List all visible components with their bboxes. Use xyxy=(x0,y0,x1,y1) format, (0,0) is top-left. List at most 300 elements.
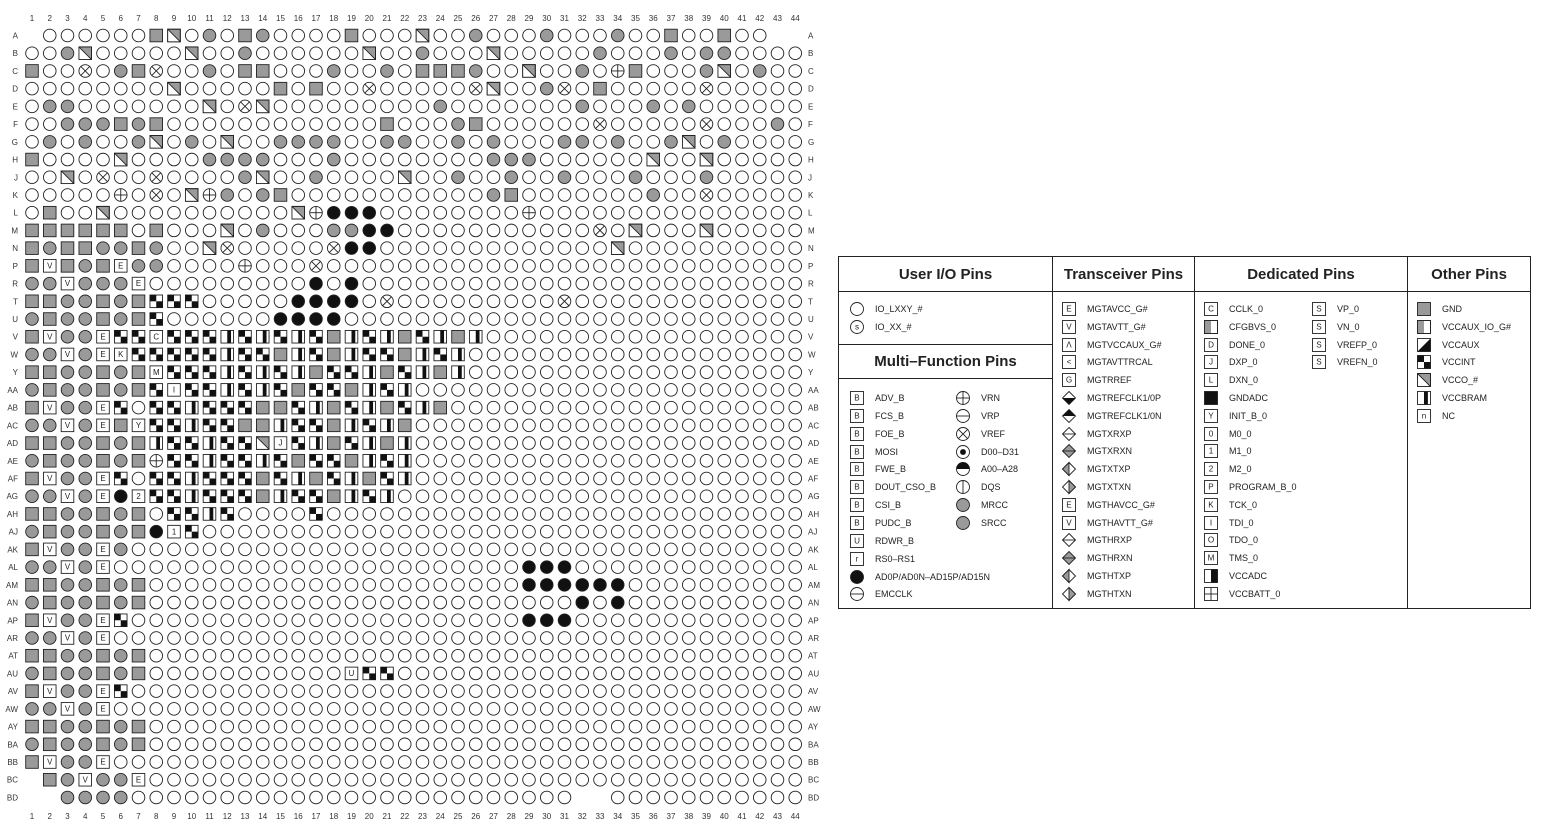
pin-G25 xyxy=(452,136,465,149)
pin-AU6 xyxy=(114,667,127,680)
pin-AC20 xyxy=(363,419,376,432)
pin-AT22 xyxy=(398,649,411,662)
pin-D14 xyxy=(256,82,269,95)
pin-D30 xyxy=(540,82,553,95)
pin-AL34 xyxy=(611,561,624,574)
svg-text:2: 2 xyxy=(136,491,141,501)
pin-D29 xyxy=(523,82,536,95)
pin-AP41 xyxy=(736,614,749,627)
pin-P22 xyxy=(398,260,411,273)
pin-K29 xyxy=(523,189,536,202)
pin-AT38 xyxy=(682,649,695,662)
pin-AR24 xyxy=(434,632,447,645)
legend-item xyxy=(1061,568,1131,584)
legend-item-label: RDWR_B xyxy=(875,535,915,546)
legend-item xyxy=(1203,515,1254,531)
pin-J38 xyxy=(682,171,695,184)
pin-AL44 xyxy=(789,561,802,574)
pin-AT10 xyxy=(185,649,198,662)
row-label-right: E xyxy=(808,102,814,112)
pin-AP6 xyxy=(114,614,127,627)
pin-AE8 xyxy=(150,454,163,467)
pin-BD25 xyxy=(452,791,465,804)
pin-F43 xyxy=(771,118,784,131)
pin-J12 xyxy=(221,171,234,184)
pin-R19 xyxy=(345,277,358,290)
column-label-bottom: 7 xyxy=(136,812,141,821)
pin-AB13 xyxy=(239,401,252,414)
pin-AA23 xyxy=(416,384,429,397)
pin-H23 xyxy=(416,153,429,166)
pin-AU31 xyxy=(558,667,571,680)
pin-K21 xyxy=(381,189,394,202)
row-label-left: AU xyxy=(6,669,18,679)
pin-AR39 xyxy=(700,632,713,645)
legend-item-label: CCLK_0 xyxy=(1229,304,1264,314)
pin-AL26 xyxy=(469,561,482,574)
legend-item xyxy=(1061,372,1132,388)
pin-AM44 xyxy=(789,579,802,592)
pin-B20 xyxy=(363,47,376,60)
pin-B33 xyxy=(594,47,607,60)
diamond-hline-icon xyxy=(1061,532,1077,548)
pin-V1 xyxy=(26,330,39,343)
pin-H28 xyxy=(505,153,518,166)
pin-M23 xyxy=(416,224,429,237)
pin-AN28 xyxy=(505,596,518,609)
pin-AY10 xyxy=(185,720,198,733)
pin-AB12 xyxy=(221,401,234,414)
pin-AH30 xyxy=(540,508,553,521)
circle-x-icon xyxy=(955,426,971,442)
svg-text:V: V xyxy=(47,474,53,484)
pin-T4 xyxy=(79,295,92,308)
pin-R1 xyxy=(26,277,39,290)
column-label-top: 25 xyxy=(453,14,463,23)
row-label-right: BA xyxy=(808,740,819,750)
pin-AN27 xyxy=(487,596,500,609)
pin-AD13 xyxy=(239,437,252,450)
pin-F16 xyxy=(292,118,305,131)
pin-AB28 xyxy=(505,401,518,414)
diamond-right-icon xyxy=(1061,586,1077,602)
pin-W27 xyxy=(487,348,500,361)
column-label-bottom: 28 xyxy=(506,812,516,821)
legend-item xyxy=(1416,408,1455,424)
pin-M44 xyxy=(789,224,802,237)
pin-AR23 xyxy=(416,632,429,645)
pin-AJ2 xyxy=(43,525,56,538)
legend-item-label: VREFN_0 xyxy=(1337,357,1378,368)
pin-AJ33 xyxy=(594,525,607,538)
pin-AT39 xyxy=(700,649,713,662)
pin-BB13 xyxy=(239,756,252,769)
pin-AE11 xyxy=(203,454,216,467)
pin-C32 xyxy=(576,65,589,78)
pin-F3 xyxy=(61,118,74,131)
pin-G16 xyxy=(292,136,305,149)
svg-text:V: V xyxy=(64,633,71,643)
pin-AA25 xyxy=(452,384,465,397)
pin-BC39 xyxy=(700,773,713,786)
pin-U12 xyxy=(221,313,234,326)
pin-C30 xyxy=(540,65,553,78)
legend-item xyxy=(1416,372,1478,388)
pin-K33 xyxy=(594,189,607,202)
pin-R21 xyxy=(381,277,394,290)
pin-T41 xyxy=(736,295,749,308)
pin-AF3 xyxy=(61,472,74,485)
pin-AN4 xyxy=(79,596,92,609)
pin-AW27 xyxy=(487,703,500,716)
pin-K6 xyxy=(114,189,127,202)
pin-Y2 xyxy=(43,366,56,379)
pin-P29 xyxy=(523,260,536,273)
column-label-bottom: 24 xyxy=(435,812,445,821)
legend-item xyxy=(955,408,1000,424)
svg-text:Y: Y xyxy=(135,420,142,430)
pin-N21 xyxy=(381,242,394,255)
pin-M32 xyxy=(576,224,589,237)
pin-H43 xyxy=(771,153,784,166)
pin-BD44 xyxy=(789,791,802,804)
legend-item-label: VCCBRAM xyxy=(1442,393,1488,403)
box-J-icon xyxy=(1203,354,1219,370)
pin-AG26 xyxy=(469,490,482,503)
pin-D19 xyxy=(345,82,358,95)
pin-BB24 xyxy=(434,756,447,769)
pin-U4 xyxy=(79,313,92,326)
pin-K20 xyxy=(363,189,376,202)
pin-R40 xyxy=(718,277,731,290)
pin-AY37 xyxy=(665,720,678,733)
pin-AT27 xyxy=(487,649,500,662)
pin-AT17 xyxy=(310,649,323,662)
pin-P30 xyxy=(540,260,553,273)
pin-AJ14 xyxy=(256,525,269,538)
row-label-left: AD xyxy=(6,439,18,449)
pin-M28 xyxy=(505,224,518,237)
pin-AJ31 xyxy=(558,525,571,538)
pin-AW18 xyxy=(327,703,340,716)
pin-AM38 xyxy=(682,579,695,592)
pin-A28 xyxy=(505,29,518,42)
pin-AK24 xyxy=(434,543,447,556)
pin-AH32 xyxy=(576,508,589,521)
pin-AW29 xyxy=(523,703,536,716)
pin-L4 xyxy=(79,206,92,219)
pin-AV9 xyxy=(168,685,181,698)
pin-AD18 xyxy=(327,437,340,450)
pin-BB32 xyxy=(576,756,589,769)
pin-AF40 xyxy=(718,472,731,485)
pin-BD10 xyxy=(185,791,198,804)
row-label-right: BC xyxy=(808,775,820,785)
pin-AF31 xyxy=(558,472,571,485)
pin-AH29 xyxy=(523,508,536,521)
row-label-left: E xyxy=(12,102,18,112)
pin-J8 xyxy=(150,171,163,184)
pin-AA26 xyxy=(469,384,482,397)
pin-H7 xyxy=(132,153,145,166)
row-label-left: J xyxy=(14,173,18,183)
pin-C8 xyxy=(150,65,163,78)
pin-AD19 xyxy=(345,437,358,450)
pin-BC3 xyxy=(61,773,74,786)
pin-AM4 xyxy=(79,579,92,592)
pin-V9 xyxy=(168,330,181,343)
pin-A27 xyxy=(487,29,500,42)
row-label-right: AK xyxy=(808,545,819,555)
pin-AM27 xyxy=(487,579,500,592)
pin-AW30 xyxy=(540,703,553,716)
pin-AP40 xyxy=(718,614,731,627)
legend-item-label: MGTREFCLK1/0P xyxy=(1087,393,1162,403)
pin-Y35 xyxy=(629,366,642,379)
pin-E10 xyxy=(185,100,198,113)
pin-AN9 xyxy=(168,596,181,609)
pin-AG22 xyxy=(398,490,411,503)
legend-item xyxy=(1203,479,1297,495)
row-label-left: AY xyxy=(7,722,18,732)
pin-AR10 xyxy=(185,632,198,645)
row-label-right: AC xyxy=(808,421,820,431)
pin-B28 xyxy=(505,47,518,60)
pin-U18 xyxy=(327,313,340,326)
pin-A16 xyxy=(292,29,305,42)
pin-AK44 xyxy=(789,543,802,556)
svg-text:E: E xyxy=(100,686,106,696)
pin-AU11 xyxy=(203,667,216,680)
pin-BA39 xyxy=(700,738,713,751)
pin-AF25 xyxy=(452,472,465,485)
column-label-top: 15 xyxy=(276,14,285,23)
pin-AT1 xyxy=(26,649,39,662)
row-label-left: P xyxy=(12,261,18,271)
pin-BB36 xyxy=(647,756,660,769)
pin-A24 xyxy=(434,29,447,42)
pin-AJ22 xyxy=(398,525,411,538)
pin-U14 xyxy=(256,313,269,326)
pin-BC34 xyxy=(611,773,624,786)
pin-AR26 xyxy=(469,632,482,645)
pin-AW9 xyxy=(168,703,181,716)
pin-AW2 xyxy=(43,703,56,716)
pin-K23 xyxy=(416,189,429,202)
box-B-icon xyxy=(849,390,865,406)
pin-AC35 xyxy=(629,419,642,432)
pin-BB35 xyxy=(629,756,642,769)
pin-N4 xyxy=(79,242,92,255)
box-2-icon xyxy=(1203,461,1219,477)
pin-A40 xyxy=(718,29,731,42)
pin-AH16 xyxy=(292,508,305,521)
pin-U21 xyxy=(381,313,394,326)
pin-AD7 xyxy=(132,437,145,450)
pin-V40 xyxy=(718,330,731,343)
pin-AY6 xyxy=(114,720,127,733)
pin-AU34 xyxy=(611,667,624,680)
pin-C17 xyxy=(310,65,323,78)
row-label-left: Y xyxy=(12,368,18,378)
pin-C13 xyxy=(239,65,252,78)
pin-T11 xyxy=(203,295,216,308)
pin-A2 xyxy=(43,29,56,42)
legend-item-label: VCCINT xyxy=(1442,357,1476,368)
pin-L5 xyxy=(97,206,110,219)
pin-R16 xyxy=(292,277,305,290)
pin-U10 xyxy=(185,313,198,326)
pin-AW11 xyxy=(203,703,216,716)
row-label-right: A xyxy=(808,31,814,41)
svg-text:B: B xyxy=(854,518,860,528)
legend-item xyxy=(849,390,905,406)
pin-W35 xyxy=(629,348,642,361)
pin-T30 xyxy=(540,295,553,308)
pin-AL14 xyxy=(256,561,269,574)
diamond-right-icon xyxy=(1061,479,1077,495)
row-label-left: T xyxy=(13,297,18,307)
pin-P2 xyxy=(43,260,56,273)
pin-E8 xyxy=(150,100,163,113)
pin-AG23 xyxy=(416,490,429,503)
legend-item xyxy=(1416,337,1480,353)
pin-G34 xyxy=(611,136,624,149)
legend-item xyxy=(1061,461,1131,477)
pin-AC12 xyxy=(221,419,234,432)
pin-AD5 xyxy=(97,437,110,450)
pin-M21 xyxy=(381,224,394,237)
pin-M4 xyxy=(79,224,92,237)
pin-AR29 xyxy=(523,632,536,645)
legend-item xyxy=(849,319,912,335)
box-C-icon xyxy=(1203,301,1219,317)
pin-AY5 xyxy=(97,720,110,733)
pin-H1 xyxy=(26,153,39,166)
pin-W9 xyxy=(168,348,181,361)
pin-AP14 xyxy=(256,614,269,627)
pin-AF23 xyxy=(416,472,429,485)
pin-T33 xyxy=(594,295,607,308)
svg-text:V: V xyxy=(47,403,53,413)
column-label-bottom: 14 xyxy=(258,812,268,821)
pin-R15 xyxy=(274,277,287,290)
pin-AJ43 xyxy=(771,525,784,538)
pin-AM35 xyxy=(629,579,642,592)
pin-L24 xyxy=(434,206,447,219)
pin-AY1 xyxy=(26,720,39,733)
pin-R11 xyxy=(203,277,216,290)
pin-AA7 xyxy=(132,384,145,397)
pin-F18 xyxy=(327,118,340,131)
pin-M2 xyxy=(43,224,56,237)
pin-R8 xyxy=(150,277,163,290)
pin-BC18 xyxy=(327,773,340,786)
pin-A4 xyxy=(79,29,92,42)
row-label-left: B xyxy=(12,49,18,59)
pin-E23 xyxy=(416,100,429,113)
pin-AE38 xyxy=(682,454,695,467)
pin-BA18 xyxy=(327,738,340,751)
legend-item-label: MGTVCCAUX_G# xyxy=(1087,339,1162,350)
pin-AG3 xyxy=(61,490,74,503)
pin-BA22 xyxy=(398,738,411,751)
pin-R27 xyxy=(487,277,500,290)
pin-U15 xyxy=(274,313,287,326)
pin-D6 xyxy=(114,82,127,95)
pin-AH34 xyxy=(611,508,624,521)
pin-AV15 xyxy=(274,685,287,698)
pin-AV6 xyxy=(114,685,127,698)
column-label-top: 30 xyxy=(542,14,552,23)
pin-AR9 xyxy=(168,632,181,645)
pin-H9 xyxy=(168,153,181,166)
pin-G27 xyxy=(487,136,500,149)
svg-text:O: O xyxy=(1207,536,1215,546)
pin-AD25 xyxy=(452,437,465,450)
pin-AA35 xyxy=(629,384,642,397)
diamond-gray-icon xyxy=(1061,550,1077,566)
pin-R33 xyxy=(594,277,607,290)
pin-N5 xyxy=(97,242,110,255)
pin-AP10 xyxy=(185,614,198,627)
pin-BB5 xyxy=(97,756,110,769)
svg-text:E: E xyxy=(100,491,106,501)
svg-text:V: V xyxy=(47,332,53,342)
pin-G6 xyxy=(114,136,127,149)
legend-item xyxy=(849,515,912,531)
row-label-right: L xyxy=(808,208,813,218)
pin-AG12 xyxy=(221,490,234,503)
pin-AR27 xyxy=(487,632,500,645)
svg-text:V: V xyxy=(64,350,71,360)
pin-T16 xyxy=(292,295,305,308)
pin-H32 xyxy=(576,153,589,166)
pin-A11 xyxy=(203,29,216,42)
pin-F30 xyxy=(540,118,553,131)
pin-N33 xyxy=(594,242,607,255)
pin-BB2 xyxy=(43,756,56,769)
pin-AY39 xyxy=(700,720,713,733)
pin-H17 xyxy=(310,153,323,166)
pin-BB12 xyxy=(221,756,234,769)
pin-BD38 xyxy=(682,791,695,804)
pin-BD4 xyxy=(79,791,92,804)
pin-AR37 xyxy=(665,632,678,645)
pin-AG31 xyxy=(558,490,571,503)
pin-K14 xyxy=(256,189,269,202)
pin-BA29 xyxy=(523,738,536,751)
pin-Y24 xyxy=(434,366,447,379)
pin-AD8 xyxy=(150,437,163,450)
pin-AK39 xyxy=(700,543,713,556)
pin-BD15 xyxy=(274,791,287,804)
pin-BC24 xyxy=(434,773,447,786)
svg-text:B: B xyxy=(854,447,860,457)
pin-Y14 xyxy=(256,366,269,379)
pin-AL31 xyxy=(558,561,571,574)
column-label-bottom: 1 xyxy=(29,812,35,821)
row-label-right: C xyxy=(808,66,814,76)
pin-B3 xyxy=(61,47,74,60)
pin-AJ12 xyxy=(221,525,234,538)
svg-text:V: V xyxy=(47,261,53,271)
pin-G38 xyxy=(682,136,695,149)
legend-item xyxy=(955,497,1008,513)
pin-G32 xyxy=(576,136,589,149)
pin-BC37 xyxy=(665,773,678,786)
pin-AW39 xyxy=(700,703,713,716)
